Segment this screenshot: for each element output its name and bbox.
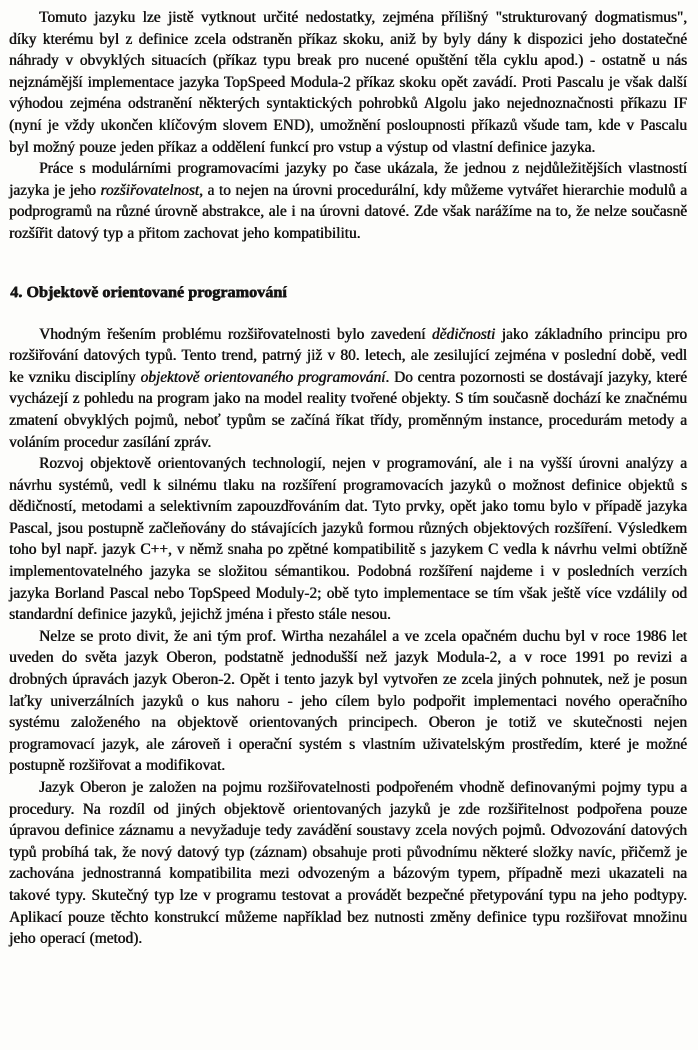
paragraph bbox=[9, 777, 687, 950]
italic-text-run: objektově orientovaného programování bbox=[140, 368, 386, 386]
section-heading bbox=[10, 281, 687, 303]
text-run: Nelze se proto divit, že ani tým prof. Wirtha nezahálel a ve zcela opačném duchu byl v roce 1986 let uveden do světa jazyk Oberon, podstatně jednodušší než jazyk Modula-2, a v roce 1991 po revizi a drobných úpravách jazyk Oberon-2. Opět i tento jazyk byl vytvořen ze zcela jiných pohnutek, než je posun laťky univerzálních jazyků o kus nahoru - jeho cílem bylo podpořit implementaci nového operačního systému založeného na objektově orientovaných principech. Oberon je totiž ve skutečnosti nejen programovací jazyk, ale zároveň i operační systém s vlastním uživatelským prostředím, které je možné postupně rozšiřovat a modifikovat. bbox=[9, 627, 687, 775]
text-run: jako základního principu pro rozšiřování datových typů. Tento trend, patrný již v 80. letech, ale zesilující zejména v poslední době, vedl ke vzniku disciplíny bbox=[9, 325, 688, 386]
text-run: , a to nejen na úrovni procedurální, kdy můžeme vytvářet hierarchie modulů a podprogramů na různé úrovně abstrakce, ale i na úrovni datové. Zde však narážíme na to, že nelze současně rozšířit datový typ a přitom zachovat jeho kompatibilitu. bbox=[9, 181, 687, 242]
paragraph bbox=[9, 324, 687, 454]
paragraph bbox=[9, 158, 687, 244]
text-run: Jazyk Oberon je založen na pojmu rozšiřovatelnosti podpořeném vhodně definovanými pojmy typu a procedury. Na rozdíl od jiných objektově orientovaných jazyků je zde rozšiřitelnost podpořena pouze úpravou definice záznamu a nevyžaduje tedy zavádění soustavy zcela nových pojmů. Odvozování datových typů probíhá tak, že nový datový typ (záznam) obsahuje proti původnímu některé složky navíc, přičemž je zachována jednostranná kompatibilita mezi odvozeným a bázovým typem, případně mezi ukazateli na takové typy. Skutečný typ lze v programu testovat a provádět bezpečné přetypování typu na jeho podtypy. Aplikací pouze těchto konstrukcí můžeme například bez nutnosti změny definice typu rozšiřovat množinu jeho operací (metod). bbox=[9, 779, 687, 948]
text-run: . Do centra pozornosti se dostávají jazyky, které vycházejí z pohledu na program jako na model reality tvořené objekty. S tím současně dochází ke značnému zmatení obvyklých pojmů, neboť typům se začíná říkat třídy, proměnným instance, procedurám metody a voláním procedur zasílání zpráv. bbox=[9, 368, 687, 451]
text-run: 4. Objektově orientované programování bbox=[10, 282, 287, 301]
text-run: Tomuto jazyku lze jistě vytknout určité nedostatky, zejména přílišný "strukturovaný dogmatismus", díky kterému byl z definice zcela odstraněn příkaz skoku, aniž by byly dány k dispozici jeho dostatečné náhrady v obvyklých situacích (příkaz typu break pro nucené opuštění těla cyklu apod.) - ostatně u nás nejznámější implementace jazyka TopSpeed Modula-2 příkaz skoku opět zavádí. Proti Pascalu je však další výhodou zejména odstranění některých syntaktických pohrobků Algolu jako nejednoznačnosti příkazu IF (nyní je vždy ukončen klíčovým slovem END), umožnění posloupnosti příkazů všude tam, kde v Pascalu byl možný pouze jeden příkaz a oddělení funkcí pro vstup a výstup od vlastní definice jazyka. bbox=[9, 9, 687, 156]
text-run: Práce s modulárními programovacími jazyky po čase ukázala, že jednou z nejdůležitějších vlastností jazyka je jeho bbox=[9, 160, 687, 199]
italic-text-run: dědičnosti bbox=[431, 325, 496, 343]
text-run: Vhodným řešením problému rozšiřovatelnosti bylo zavedení bbox=[39, 325, 432, 343]
text-run: Rozvoj objektově orientovaných technologií, nejen v programování, ale i na vyšší úrovni analýzy a návrhu systémů, vedl k silnému tlaku na rozšíření programovacích jazyků o možnost definice objektů s dědičností, metodami a selektivním zapouzdřováním dat. Tyto prvky, opět jako tomu bylo v případě jazyka Pascal, jsou postupně začleňovány do stávajících jazyků formou různých objektových rozšíření. Výsledkem toho byl např. jazyk C++, v němž snaha po zpětné kompatibilitě s jazykem C vedla k návrhu velmi obtížně implementovatelného jazyka se složitou sémantikou. Podobná rozšíření najdeme i v posledních verzích jazyka Borland Pascal nebo TopSpeed Moduly-2; obě tyto implementace se tím však ještě více vzdálily od standardní definice jazyků, jejichž jména i přesto stále nesou. bbox=[9, 455, 687, 624]
paragraph bbox=[9, 7, 687, 158]
paragraph bbox=[9, 453, 687, 626]
italic-text-run: rozšiřovatelnost bbox=[100, 181, 200, 199]
paragraph bbox=[9, 626, 687, 777]
